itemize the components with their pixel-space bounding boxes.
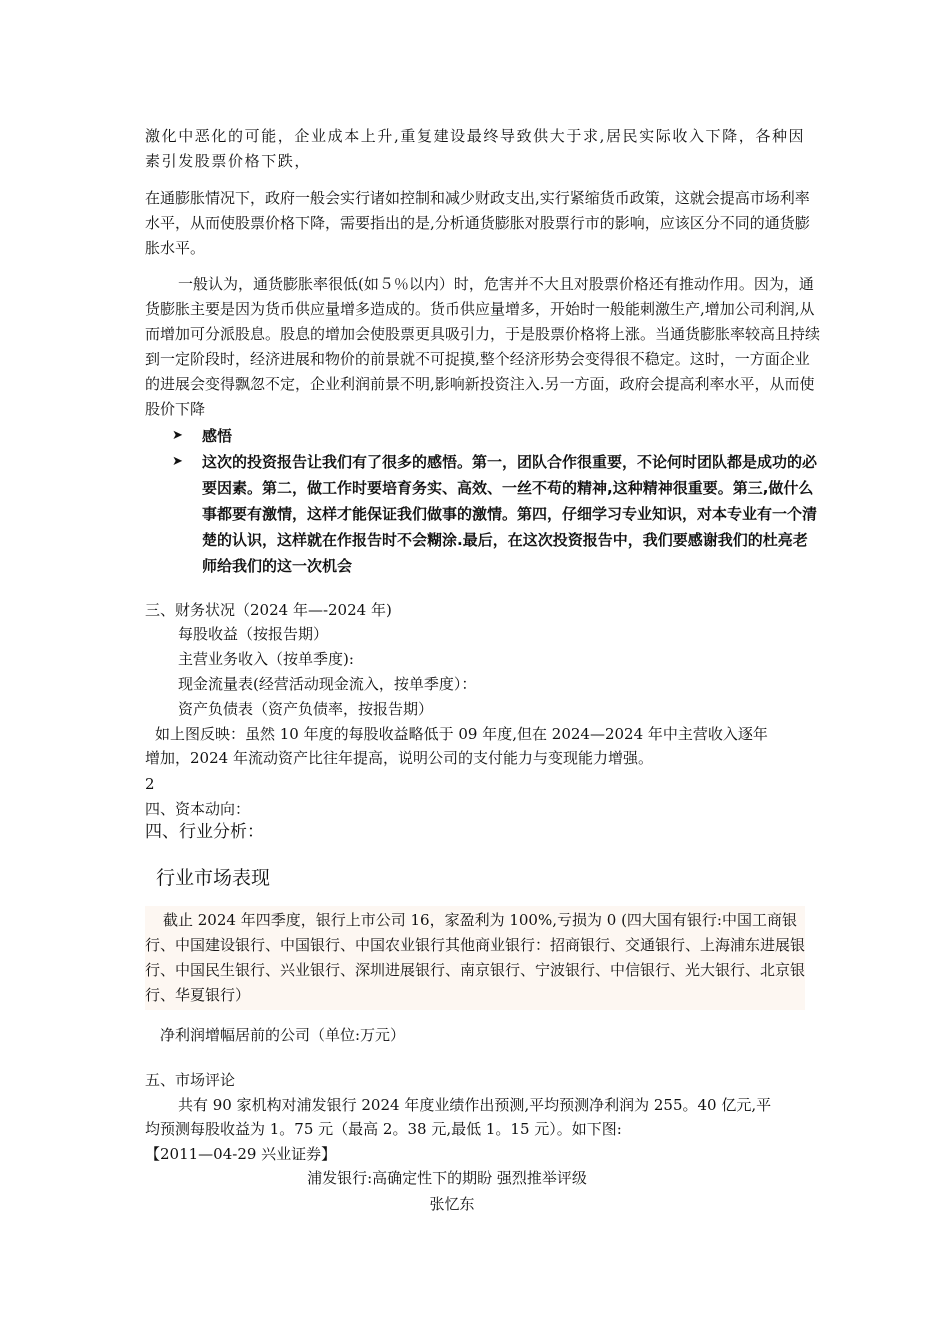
report-author: 张忆东: [429, 1195, 475, 1213]
finance-item-balance: 资产负债表（资产负债率，按报告期）: [178, 700, 434, 718]
paragraph-inflation-effects: 激化中恶化的可能，企业成本上升,重复建设最终导致供大于求,居民实际收入下降，各种因素引发股票价格下跌，: [145, 127, 806, 170]
reflection-text: 这次的投资报告让我们有了很多的感悟。第一，团队合作很重要，不论何时团队都是成功的必要因素。第二，做工作时要培育务实、高效、一丝不苟的精神,这种精神很重要。第三,做什么事都要有激情，这样才能保证我们做事的激情。第四，仔细学习专业知识，对本专业有一个清楚的认识，这样就在作报告时不会糊涂.最后，在这次投资报告中，我们要感谢我们的杜亮老师给我们的这一次机会: [202, 453, 818, 575]
finance-item-revenue: 主营业务收入（按单季度):: [178, 650, 354, 668]
paragraph-low-inflation: 一般认为，通货膨胀率很低(如５％以内）时，危害并不大且对股票价格还有推动作用。因为，通货膨胀主要是因为货币供应量增多造成的。货币供应量增多，开始时一般能刺激生产,增加公司利润,从而增加可分派股息。股息的增加会使股票更具吸引力，于是股票价格将上涨。当通货膨胀率较高且持续到一定阶段时，经济进展和物价的前景就不可捉摸,整个经济形势会变得很不稳定。这时，一方面企业的进展会变得飘忽不定，企业利润前景不明,影响新投资注入.另一方面，政府会提高利率水平，从而使股价下降: [145, 275, 821, 418]
capital-heading: 四、资本动向：: [145, 800, 251, 818]
finance-item-eps: 每股收益（按报告期）: [178, 625, 329, 643]
profit-growth-caption: 净利润增幅居前的公司（单位:万元）: [160, 1026, 406, 1044]
finance-heading: 三、财务状况（2024 年—-2024 年): [145, 601, 392, 619]
finance-item-cashflow: 现金流量表(经营活动现金流入，按单季度）：: [178, 675, 477, 693]
arrow-bullet-icon: ➤: [172, 454, 183, 469]
review-line1: 共有 90 家机构对浦发银行 2024 年度业绩作出预测,平均预测净利润为 255。40 亿元,平: [178, 1096, 772, 1114]
page-number: 2: [145, 775, 155, 793]
reflection-list: [170, 423, 820, 579]
list-item: [170, 423, 820, 449]
paragraph-government-policy: 在通膨胀情况下，政府一般会实行诸如控制和减少财政支出,实行紧缩货币政策，这就会提高市场利率水平，从而使股票价格下降，需要指出的是,分析通货膨胀对股票行市的影响，应该区分不同的通货膨胀水平。: [145, 189, 810, 257]
arrow-bullet-icon: ➤: [172, 428, 183, 443]
reflection-heading: 感悟: [202, 427, 233, 445]
bank-list-paragraph: 截止 2024 年四季度，银行上市公司 16，家盈利为 100%,亏损为 0 (四大国有银行:中国工商银行、中国建设银行、中国银行、中国农业银行其他商业银行：招商银行、交通银行、上海浦东进展银行、中国民生银行、兴业银行、深圳进展银行、南京银行、宁波银行、中信银行、光大银行、北京银行、华夏银行）: [145, 911, 806, 1004]
market-heading: 行业市场表现: [156, 867, 271, 889]
list-item: [170, 449, 820, 579]
industry-heading: 四、行业分析：: [145, 822, 264, 842]
report-title: 浦发银行:高确定性下的期盼 强烈推举评级: [307, 1169, 587, 1187]
finance-note-line2: 增加，2024 年流动资产比往年提高，说明公司的支付能力与变现能力增强。: [145, 749, 653, 767]
finance-note-line1: 如上图反映：虽然 10 年度的每股收益略低于 09 年度,但在 2024—2024 年中主营收入逐年: [155, 725, 768, 743]
review-source: 【2011—04-29 兴业证券】: [145, 1145, 337, 1163]
review-line2: 均预测每股收益为 1。75 元（最高 2。38 元,最低 1。15 元）。如下图:: [145, 1120, 622, 1138]
review-heading: 五、市场评论: [145, 1071, 236, 1089]
